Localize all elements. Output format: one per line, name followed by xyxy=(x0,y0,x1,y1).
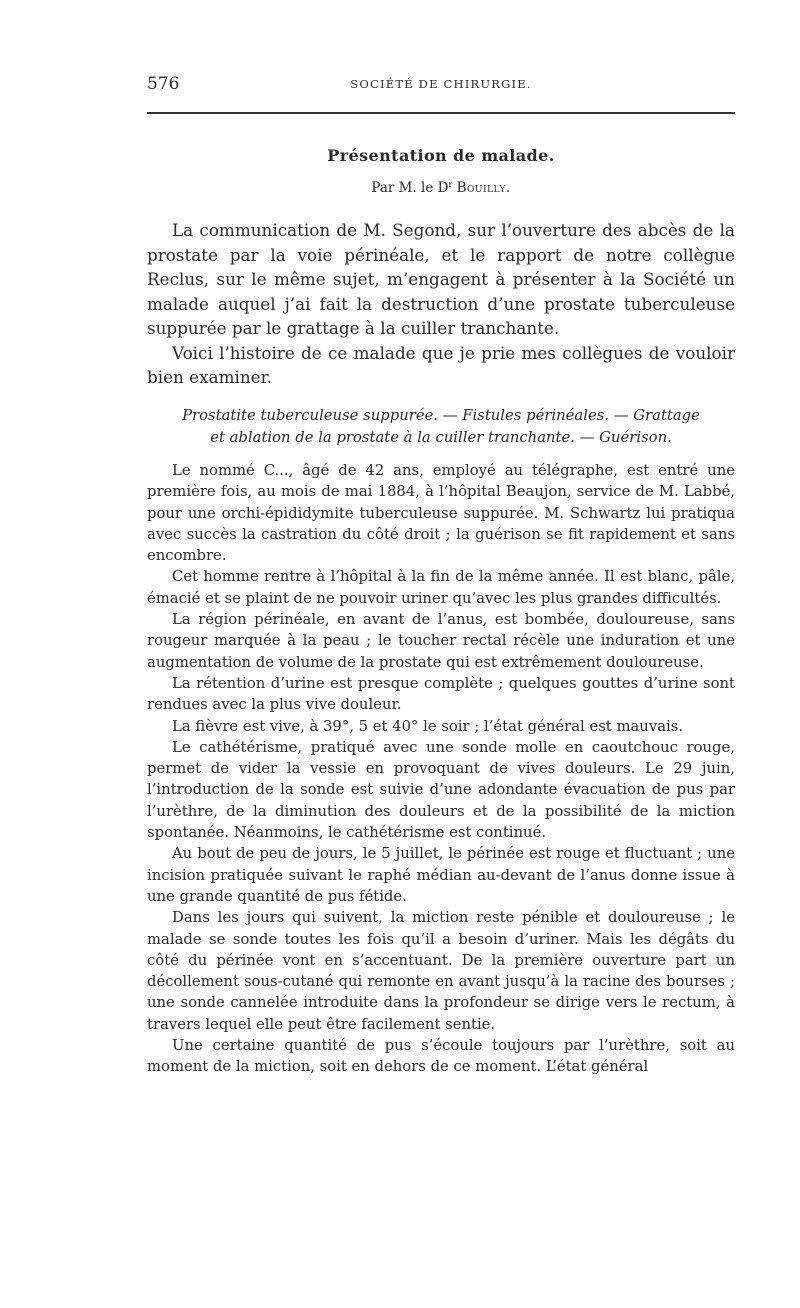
paragraph: La rétention d’urine est presque complète ; quelques gouttes d’urine sont rendues avec la plus vive douleur. xyxy=(147,674,735,714)
case-title-line: et ablation de la prostate à la cuiller tranchante. — Guérison. xyxy=(210,429,672,446)
paragraph: Voici l’histoire de ce malade que je prie mes collègues de vouloir bien examiner. xyxy=(147,342,735,387)
case-title xyxy=(147,405,735,449)
paragraph: Au bout de peu de jours, le 5 juillet, le périnée est rouge et fluctuant ; une incision pratiquée suivant le raphé médian au-devant de l’anus donne issue à une grande quantité de pus fétide. xyxy=(147,845,735,905)
paragraph: Une certaine quantité de pus s’écoule toujours par l’urèthre, soit au moment de la miction, soit en dehors de ce moment. L’état général xyxy=(147,1037,735,1076)
intro-text xyxy=(147,218,735,390)
section-title: Présentation de malade. xyxy=(327,146,555,165)
page-header xyxy=(147,74,735,96)
running-head: SOCIÉTÉ DE CHIRURGIE. xyxy=(350,77,532,91)
byline-prefix: Par M. le D xyxy=(371,180,449,196)
paragraph: Dans les jours qui suivent, la miction reste pénible et douloureuse ; le malade se sonde toutes les fois qu’il a besoin d’uriner. Mais les dégâts du côté du périnée vont en s’accentuant. De la première ouverture part un décollement sous-cutané qui remonte en avant jusqu’à la racine des bourses ; une sonde cannelée introduite dans la profondeur se dirige vers le rectum, à travers lequel elle peut être facilement sentie. xyxy=(147,909,735,1033)
paragraph: Le nommé C..., âgé de 42 ans, employé au télégraphe, est entré une première fois, au mois de mai 1884, à l’hôpital Beaujon, service de M. Labbé, pour une orchi-épididymite tuberculeuse suppurée. M. Schwartz lui pratiqua avec succès la castration du côté droit ; la guérison se fit rapidement et sans encombre. xyxy=(147,462,735,565)
paragraph: La fièvre est vive, à 39°, 5 et 40° le soir ; l’état général est mauvais. xyxy=(172,717,684,735)
header-rule xyxy=(147,112,735,114)
page-number: 576 xyxy=(147,74,180,94)
paragraph: La région périnéale, en avant de l’anus, est bombée, douloureuse, sans rougeur marquée à la peau ; le toucher rectal récèle une induration et une augmentation de volume de la prostate qui est extrêmement douloureuse. xyxy=(147,611,735,671)
author-name: Bouilly. xyxy=(456,180,511,196)
byline xyxy=(147,180,735,196)
paragraph: La communication de M. Segond, sur l’ouverture des abcès de la prostate par la voie périnéale, et le rapport de notre collègue Reclus, sur le même sujet, m’engagent à présenter à la Société un malade auquel j’ai fait la destruction d’une prostate tuberculeuse suppurée par le grattage à la cuiller tranchante. xyxy=(147,220,735,338)
paragraph: Cet homme rentre à l’hôpital à la fin de la même année. Il est blanc, pâle, émacié et se plaint de ne pouvoir uriner qu’avec les plus grandes difficultés. xyxy=(147,568,735,607)
byline-superscript: r xyxy=(448,180,453,189)
paragraph: Le cathétérisme, pratiqué avec une sonde molle en caoutchouc rouge, permet de vider la vessie en provoquant de vives douleurs. Le 29 juin, l’introduction de la sonde est suivie d’une adondante évacuation de pus par l’urèthre, de la diminution des douleurs et de la possibilité de la miction spontanée. Néanmoins, le cathétérisme est continué. xyxy=(147,738,735,842)
case-history xyxy=(147,460,735,1078)
case-title-line: Prostatite tuberculeuse suppurée. — Fistules périnéales. — Grattage xyxy=(182,407,700,424)
